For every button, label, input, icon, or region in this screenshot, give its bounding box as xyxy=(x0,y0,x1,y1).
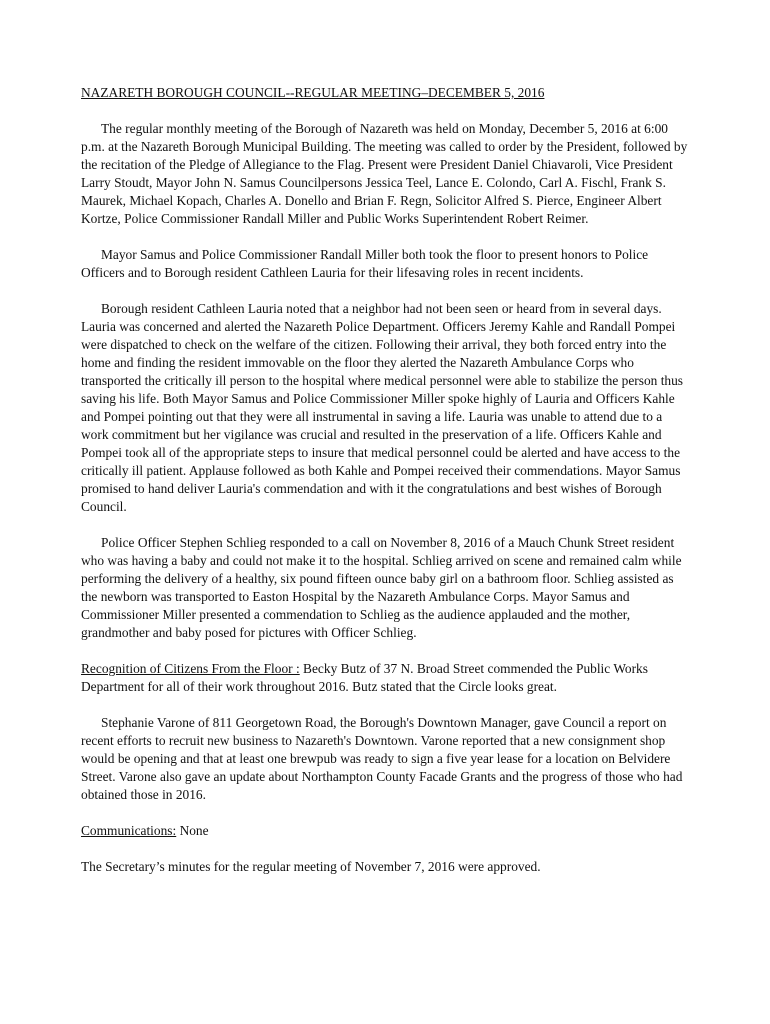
paragraph-lauria-rescue: Borough resident Cathleen Lauria noted that a neighbor had not been seen or heard from in several days. Lauria was concerned and alerted the Nazareth Police Department. Officers Jeremy Kahle and Randall Pompei were dispatched to check on the welfare of the citizen. Following their arrival, they both forced entry into the home and finding the resident immovable on the floor they alerted the Nazareth Ambulance Corps who transported the critically ill person to the hospital where medical personnel were able to stabilize the person thus saving his life. Both Mayor Samus and Police Commissioner Miller spoke highly of Lauria and Officers Kahle and Pompei pointing out that they were all instrumental in saving a life. Lauria was unable to attend due to a work commitment but her vigilance was crucial and resulted in the preservation of a life. Officers Kahle and Pompei took all of the appropriate steps to insure that medical personnel could be alerted and have access to the critically ill patient. Applause followed as both Kahle and Pompei received their commendations. Mayor Samus promised to hand deliver Lauria's commendation and with it the congratulations and best wishes of Borough Council. xyxy=(81,301,684,514)
paragraph-meeting-attendance: The regular monthly meeting of the Borough of Nazareth was held on Monday, December 5, 2016 at 6:00 p.m. at the Nazareth Borough Municipal Building. The meeting was called to order by the President, followed by the recitation of the Pledge of Allegiance to the Flag. Present were President Daniel Chiavaroli, Vice President Larry Stoudt, Mayor John N. Samus Councilpersons Jessica Teel, Lance E. Colondo, Carl A. Fischl, Frank S. Maurek, Michael Kopach, Charles A. Donello and Brian F. Regn, Solicitor Alfred S. Pierce, Engineer Albert Kortze, Police Commissioner Randall Miller and Public Works Superintendent Robert Reimer. xyxy=(81,121,688,226)
communications-section-label: Communications: xyxy=(81,823,177,838)
recognition-section-label: Recognition of Citizens From the Floor : xyxy=(81,661,300,676)
paragraph-minutes-approved: The Secretary’s minutes for the regular meeting of November 7, 2016 were approved. xyxy=(81,859,541,874)
paragraph-honors-intro: Mayor Samus and Police Commissioner Randall Miller both took the floor to present honors to Police Officers and to Borough resident Cathleen Lauria for their lifesaving roles in recent incidents. xyxy=(81,247,649,280)
document-title: NAZARETH BOROUGH COUNCIL--REGULAR MEETING–DECEMBER 5, 2016 xyxy=(81,85,545,100)
paragraph-communications xyxy=(81,822,693,840)
document-page xyxy=(81,84,693,894)
paragraph-recognition-of-citizens xyxy=(81,660,693,696)
paragraph-varone-report: Stephanie Varone of 811 Georgetown Road, the Borough's Downtown Manager, gave Council a report on recent efforts to recruit new business to Nazareth's Downtown. Varone reported that a new consignment shop would be opening and that at least one brewpub was ready to sign a five year lease for a location on Belvidere Street. Varone also gave an update about Northampton County Facade Grants and the progress of those who had obtained those in 2016. xyxy=(81,715,683,802)
paragraph-schlieg-delivery: Police Officer Stephen Schlieg responded to a call on November 8, 2016 of a Mauch Chunk Street resident who was having a baby and could not make it to the hospital. Schlieg arrived on scene and remained calm while performing the delivery of a healthy, six pound fifteen ounce baby girl on a bathroom floor. Schlieg assisted as the newborn was transported to Easton Hospital by the Nazareth Ambulance Corps. Mayor Samus and Commissioner Miller presented a commendation to Schlieg as the audience applauded and the mother, grandmother and baby posed for pictures with Officer Schlieg. xyxy=(81,535,682,640)
communications-section-text: None xyxy=(176,823,209,838)
recognition-section-text: Becky Butz of 37 N. Broad Street commended the Public Works Department for all of their work throughout 2016. Butz stated that the Circle looks great. xyxy=(81,661,648,694)
